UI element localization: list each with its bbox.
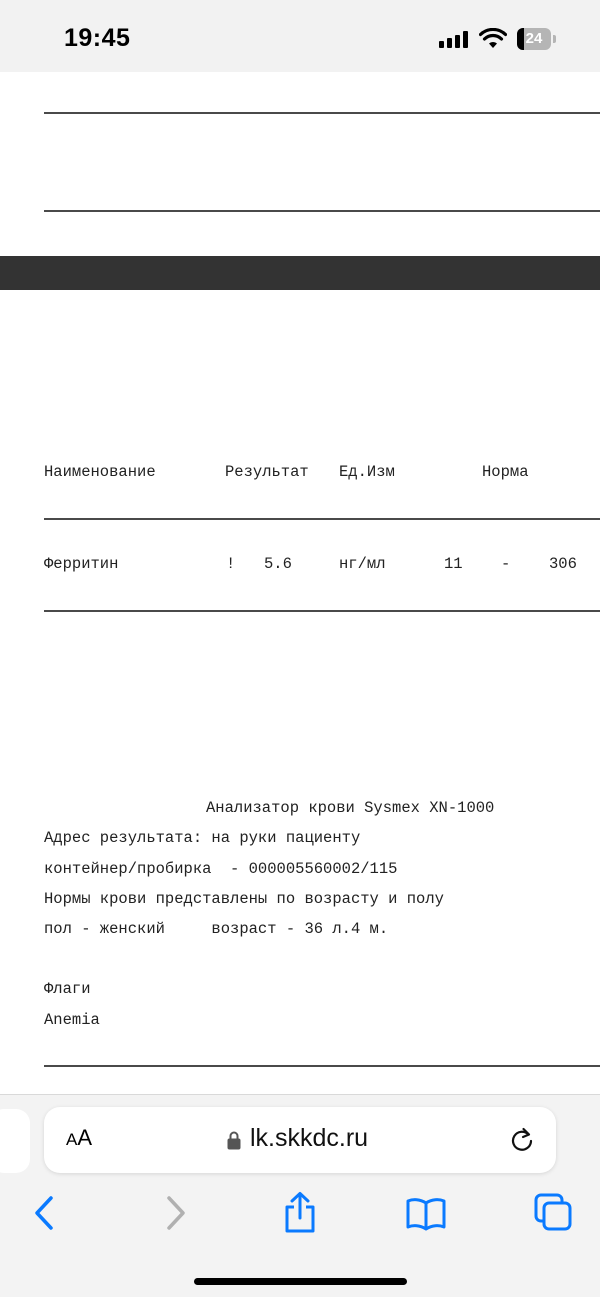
text-size-button[interactable]: AA <box>66 1125 93 1150</box>
lock-icon <box>227 1130 241 1150</box>
wifi-icon <box>479 28 507 50</box>
status-time: 19:45 <box>64 24 131 52</box>
address-bar[interactable] <box>44 1107 556 1173</box>
column-header-result: Результат <box>225 463 309 481</box>
analyzer-line: Анализатор крови Sysmex XN-1000 <box>206 799 495 817</box>
result-unit: нг/мл <box>339 555 386 573</box>
battery-level: 24 <box>525 30 543 47</box>
page-separator <box>0 256 600 290</box>
reload-icon[interactable] <box>508 1126 536 1154</box>
divider <box>44 112 600 114</box>
result-value: 5.6 <box>264 555 292 573</box>
divider <box>44 610 600 612</box>
divider <box>44 518 600 520</box>
pdf-document[interactable] <box>0 72 600 1094</box>
previous-tab-preview[interactable] <box>0 1109 30 1173</box>
test-name: Ферритин <box>44 555 119 573</box>
column-header-unit: Ед.Изм <box>339 463 395 481</box>
battery-icon <box>517 28 555 50</box>
norm-dash: - <box>501 555 511 573</box>
divider <box>44 210 600 212</box>
url-text[interactable]: lk.skkdc.ru <box>250 1124 369 1152</box>
cellular-signal-icon <box>439 31 469 48</box>
chevron-right-icon[interactable] <box>152 1193 196 1233</box>
flags-value: Anemia <box>44 1011 100 1029</box>
sex-age-line: пол - женский возраст - 36 л.4 м. <box>44 920 389 938</box>
home-indicator[interactable] <box>194 1278 407 1285</box>
result-flag: ! <box>226 555 236 573</box>
column-header-norm: Норма <box>482 463 529 481</box>
chevron-left-icon[interactable] <box>24 1193 68 1233</box>
column-header-name: Наименование <box>44 463 156 481</box>
norms-note-line: Нормы крови представлены по возрасту и полу <box>44 890 444 908</box>
divider <box>44 1065 600 1067</box>
flags-label: Флаги <box>44 980 91 998</box>
address-line: Адрес результата: на руки пациенту <box>44 829 361 847</box>
browser-bottom-bar <box>0 1094 600 1297</box>
norm-high: 306 <box>549 555 577 573</box>
norm-low: 11 <box>444 555 463 573</box>
tabs-icon[interactable] <box>532 1193 576 1233</box>
share-icon[interactable] <box>278 1191 322 1235</box>
book-icon[interactable] <box>404 1193 448 1233</box>
container-line: контейнер/пробирка - 000005560002/115 <box>44 860 398 878</box>
status-bar <box>0 0 600 72</box>
